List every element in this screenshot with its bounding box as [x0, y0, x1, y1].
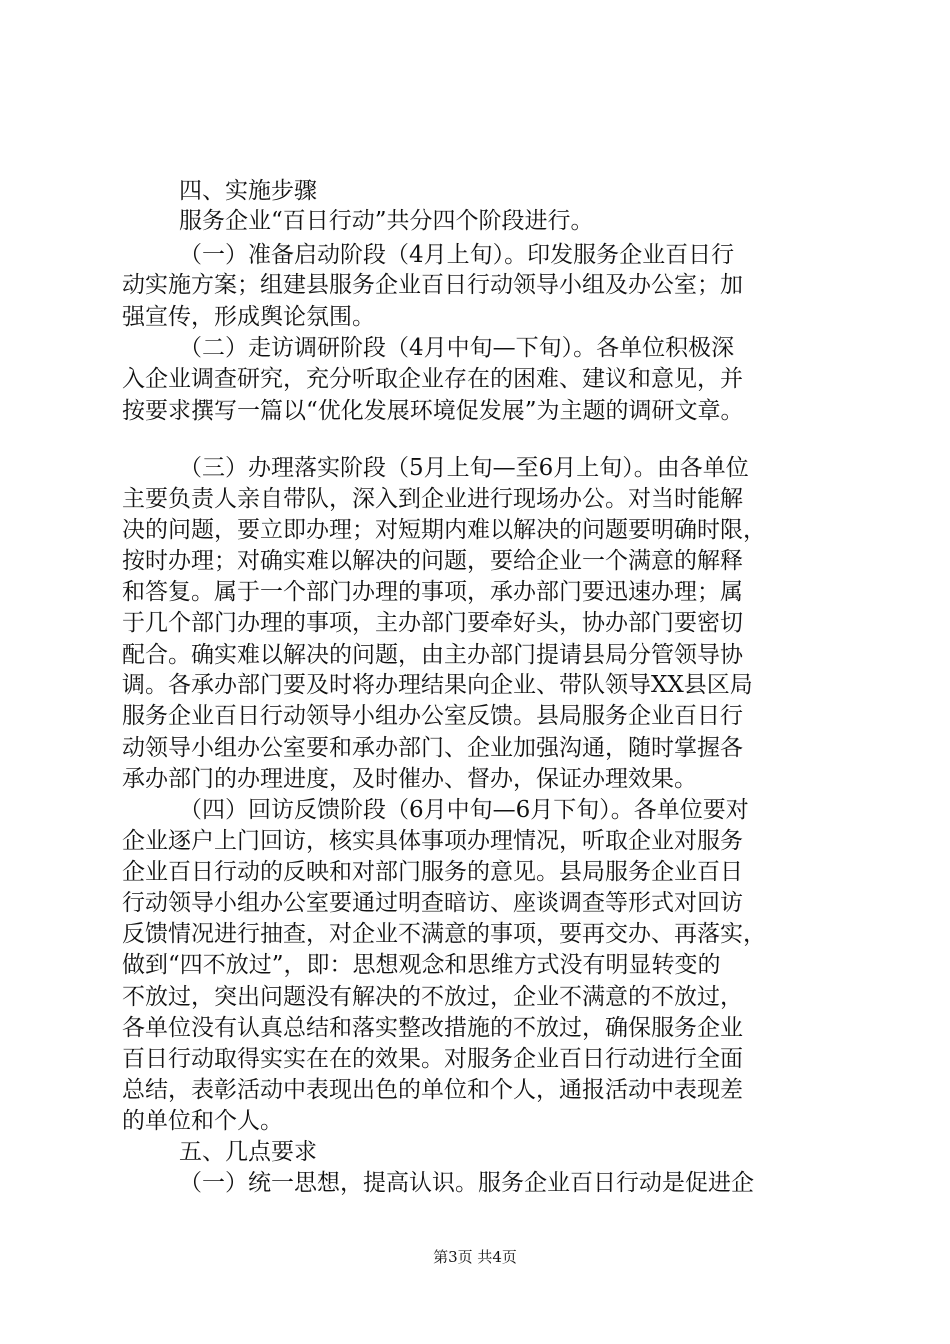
paragraph-line: 入企业调查研究，充分听取企业存在的困难、建议和意见，并: [122, 366, 743, 392]
paragraph-line: 强宣传，形成舆论氛围。: [122, 304, 375, 330]
paragraph-line: （三）办理落实阶段（5月上旬—至6月上旬）。由各单位: [179, 455, 749, 481]
paragraph-line: 决的问题，要立即办理；对短期内难以解决的问题要明确时限，: [122, 517, 766, 543]
section-heading-implementation-steps: 四、实施步骤: [179, 178, 317, 204]
page-number-footer: 第3页 共4页: [433, 1248, 517, 1266]
paragraph-line: 配合。确实难以解决的问题，由主办部门提请县局分管领导协: [122, 642, 743, 668]
paragraph-line: 做到“四不放过”，即：思想观念和思维方式没有明显转变的: [122, 952, 721, 978]
paragraph-line: （一）统一思想，提高认识。服务企业百日行动是促进企: [179, 1170, 754, 1196]
paragraph-line: 企业百日行动的反映和对部门服务的意见。县局服务企业百日: [122, 859, 743, 885]
paragraph-line: 的单位和个人。: [122, 1108, 283, 1134]
paragraph-line: （二）走访调研阶段（4月中旬—下旬）。各单位积极深: [179, 335, 735, 361]
paragraph-line: 和答复。属于一个部门办理的事项，承办部门要迅速办理；属: [122, 579, 743, 605]
paragraph-line: （四）回访反馈阶段（6月中旬—6月下旬）。各单位要对: [179, 797, 749, 823]
paragraph-line: 主要负责人亲自带队，深入到企业进行现场办公。对当时能解: [122, 486, 743, 512]
paragraph-line: 不放过，突出问题没有解决的不放过，企业不满意的不放过，: [122, 984, 743, 1010]
paragraph-line: 按时办理；对确实难以解决的问题，要给企业一个满意的解释: [122, 548, 743, 574]
paragraph-line: （一）准备启动阶段（4月上旬）。印发服务企业百日行: [179, 242, 735, 268]
paragraph-line: 动实施方案；组建县服务企业百日行动领导小组及办公室；加: [122, 272, 743, 298]
paragraph-line: 承办部门的办理进度，及时催办、督办，保证办理效果。: [122, 766, 697, 792]
paragraph-line: 动领导小组办公室要和承办部门、企业加强沟通，随时掌握各: [122, 735, 743, 761]
paragraph-line: 于几个部门办理的事项，主办部门要牵好头，协办部门要密切: [122, 610, 743, 636]
paragraph-line: 各单位没有认真总结和落实整改措施的不放过，确保服务企业: [122, 1015, 743, 1041]
paragraph-line: 服务企业“百日行动”共分四个阶段进行。: [179, 208, 594, 234]
paragraph-line: 按要求撰写一篇以“优化发展环境促发展”为主题的调研文章。: [122, 398, 744, 424]
paragraph-line: 调。各承办部门要及时将办理结果向企业、带队领导XX县区局: [122, 672, 753, 698]
paragraph-line: 服务企业百日行动领导小组办公室反馈。县局服务企业百日行: [122, 703, 743, 729]
paragraph-line: 反馈情况进行抽查，对企业不满意的事项，要再交办、再落实，: [122, 921, 766, 947]
paragraph-line: 总结，表彰活动中表现出色的单位和个人，通报活动中表现差: [122, 1077, 743, 1103]
section-heading-requirements: 五、几点要求: [179, 1139, 317, 1165]
paragraph-line: 企业逐户上门回访，核实具体事项办理情况，听取企业对服务: [122, 828, 743, 854]
paragraph-line: 百日行动取得实实在在的效果。对服务企业百日行动进行全面: [122, 1046, 743, 1072]
paragraph-line: 行动领导小组办公室要通过明查暗访、座谈调查等形式对回访: [122, 890, 743, 916]
